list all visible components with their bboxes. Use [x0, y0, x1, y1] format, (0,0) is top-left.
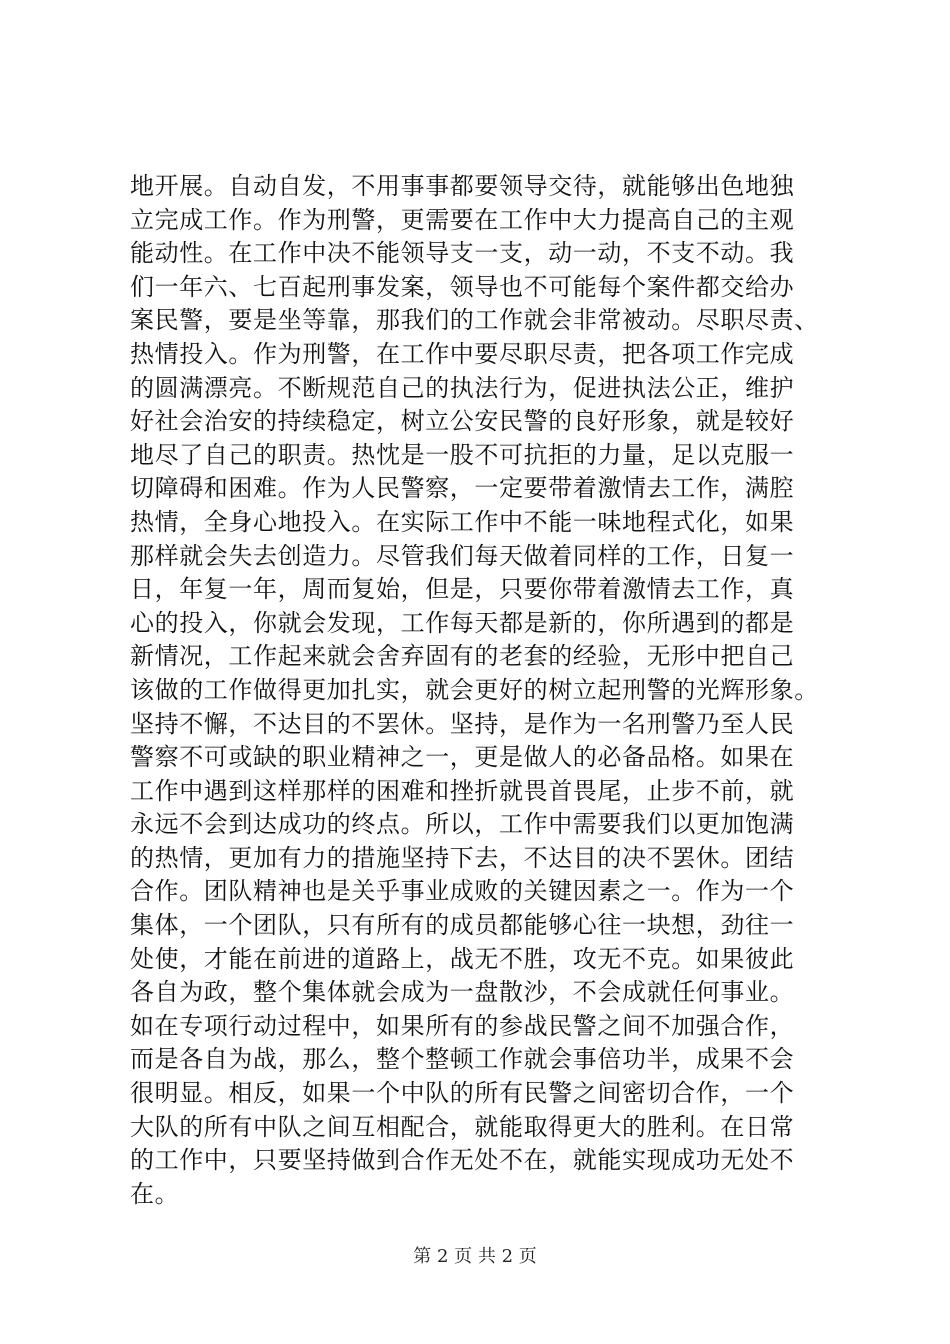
text-line: 而是各自为战，那么，整个整顿工作就会事倍功半，成果不会 [130, 1045, 795, 1074]
text-line: 警察不可或缺的职业精神之一，更是做人的必备品格。如果在 [130, 743, 795, 772]
text-line: 日，年复一年，周而复始，但是，只要你带着激情去工作，真 [130, 575, 795, 604]
text-line: 大队的所有中队之间互相配合，就能取得更大的胜利。在日常 [130, 1112, 795, 1141]
text-line: 好社会治安的持续稳定，树立公安民警的良好形象，就是较好 [130, 407, 795, 436]
text-line: 那样就会失去创造力。尽管我们每天做着同样的工作，日复一 [130, 541, 795, 570]
text-line: 的热情，更加有力的措施坚持下去，不达目的决不罢休。团结 [130, 843, 795, 872]
text-line: 坚持不懈，不达目的不罢休。坚持，是作为一名刑警乃至人民 [130, 709, 795, 738]
text-line: 很明显。相反，如果一个中队的所有民警之间密切合作，一个 [130, 1079, 795, 1108]
page-number-footer: 第 2 页 共 2 页 [413, 1246, 537, 1267]
text-line: 们一年六、七百起刑事发案，领导也不可能每个案件都交给办 [130, 272, 795, 301]
text-line: 该做的工作做得更加扎实，就会更好的树立起刑警的光辉形象。 [130, 675, 819, 704]
text-line: 工作中遇到这样那样的困难和挫折就畏首畏尾，止步不前，就 [130, 776, 795, 805]
text-line: 案民警，要是坐等靠，那我们的工作就会非常被动。尽职尽责、 [130, 306, 819, 335]
text-line: 热情投入。作为刑警，在工作中要尽职尽责，把各项工作完成 [130, 339, 795, 368]
text-line: 地尽了自己的职责。热忱是一股不可抗拒的力量，足以克服一 [130, 440, 795, 469]
text-line: 能动性。在工作中决不能领导支一支，动一动，不支不动。我 [130, 239, 795, 268]
text-line: 如在专项行动过程中，如果所有的参战民警之间不加强合作， [130, 1011, 795, 1040]
text-line: 合作。团队精神也是关乎事业成败的关键因素之一。作为一个 [130, 877, 795, 906]
text-line: 切障碍和困难。作为人民警察，一定要带着激情去工作，满腔 [130, 474, 795, 503]
text-line: 处使，才能在前进的道路上，战无不胜，攻无不克。如果彼此 [130, 944, 795, 973]
text-line: 各自为政，整个集体就会成为一盘散沙，不会成就任何事业。 [130, 978, 795, 1007]
text-line: 的圆满漂亮。不断规范自己的执法行为，促进执法公正，维护 [130, 373, 795, 402]
text-line: 地开展。自动自发，不用事事都要领导交待，就能够出色地独 [130, 172, 795, 200]
text-line: 永远不会到达成功的终点。所以，工作中需要我们以更加饱满 [130, 810, 795, 839]
text-line: 心的投入，你就会发现，工作每天都是新的，你所遇到的都是 [130, 608, 795, 637]
body-text [130, 170, 830, 1211]
text-line: 的工作中，只要坚持做到合作无处不在，就能实现成功无处不 [130, 1146, 795, 1175]
text-line: 新情况，工作起来就会舍弃固有的老套的经验，无形中把自己 [130, 642, 795, 671]
text-line: 在。 [130, 1179, 180, 1208]
text-line: 立完成工作。作为刑警，更需要在工作中大力提高自己的主观 [130, 205, 795, 234]
text-line: 集体，一个团队，只有所有的成员都能够心往一块想，劲往一 [130, 911, 795, 940]
text-line: 热情，全身心地投入。在实际工作中不能一味地程式化，如果 [130, 507, 795, 536]
